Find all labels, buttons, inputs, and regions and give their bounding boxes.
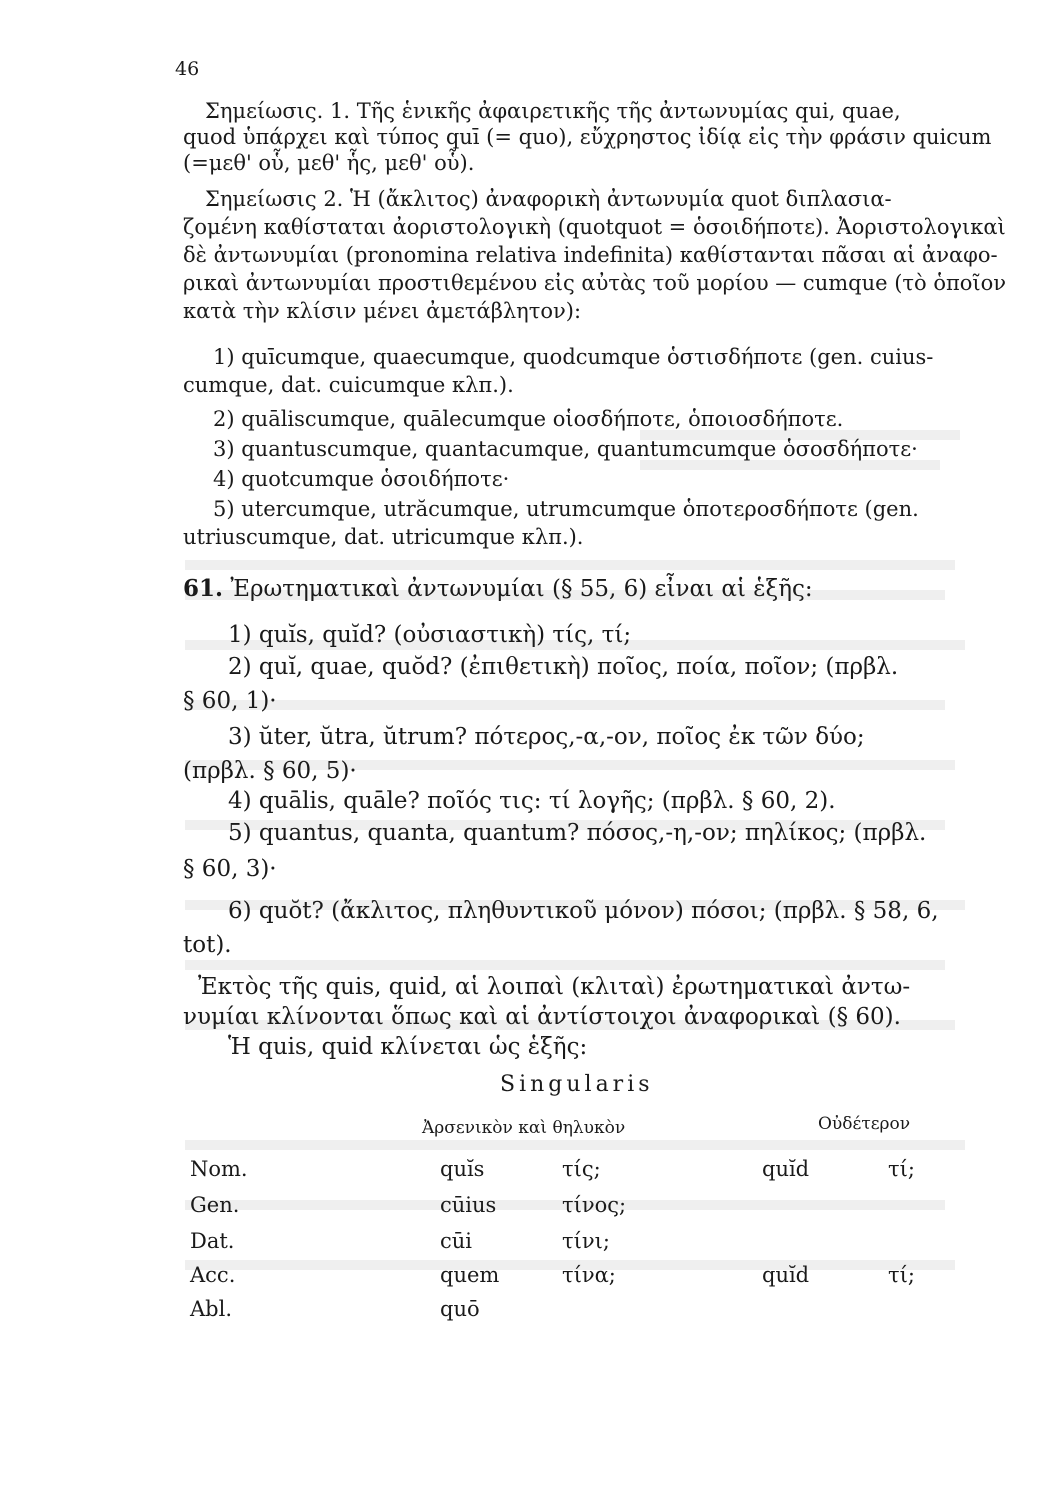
list-item-3: 3) quantuscumque, quantacumque, quantumcumque ὁσοσδήποτε·	[213, 437, 918, 461]
note2-line4: ρικαὶ ἀντωνυμίαι προστιθεμένου εἰς αὐτὰς τοῦ μορίου — cumque (τὸ ὁποῖον	[183, 271, 1007, 295]
case-label: Gen.	[190, 1193, 240, 1217]
neuter-greek-form: τί;	[888, 1263, 915, 1287]
note2-line5: κατὰ τὴν κλίσιν μένει ἀμετάβλητον):	[183, 299, 582, 323]
latin-form: cūi	[440, 1229, 473, 1253]
section-61-heading	[183, 576, 983, 602]
question-2-cont: § 60, 1)·	[183, 688, 277, 714]
question-2: 2) quĭ, quae, quŏd? (ἐπιθετικὴ) ποῖος, ποία, ποῖον; (πρβλ.	[228, 654, 899, 680]
case-label: Dat.	[190, 1229, 235, 1253]
question-1: 1) quĭs, quĭd? (οὐσιαστικὴ) τίς, τί;	[228, 622, 632, 648]
list-item-4: 4) quotcumque ὁσοιδήποτε·	[213, 467, 510, 491]
note1-line2: quod ὑπάρχει καὶ τύπος quī (= quo), εὔχρηστος ἰδίᾳ εἰς τὴν φράσιν quicum	[183, 125, 992, 149]
question-6-cont: tot).	[183, 932, 232, 958]
list-item-2: 2) quāliscumque, quālecumque οἱοσδήποτε, ὁποιοσδήποτε.	[213, 407, 844, 431]
paragraph-2: Ἡ quis, quid κλίνεται ὡς ἑξῆς:	[228, 1034, 588, 1060]
greek-form: τίνα;	[562, 1263, 616, 1287]
neuter-latin-form: quĭd	[762, 1157, 810, 1181]
note1-line3: (=μεθ' οὗ, μεθ' ἧς, μεθ' οὗ).	[183, 151, 475, 175]
list-item-5: 5) utercumque, utrăcumque, utrumcumque ὁποτεροσδήποτε (gen.	[213, 497, 919, 521]
question-3: 3) ŭter, ŭtra, ŭtrum? πότερος,-α,-ον, ποῖος ἐκ τῶν δύο;	[228, 724, 865, 750]
column-header-neuter: Οὐδέτερον	[818, 1114, 911, 1134]
note2-line3: δὲ ἀντωνυμίαι (pronomina relativa indefinita) καθίστανται πᾶσαι αἱ ἀναφο-	[183, 243, 998, 267]
latin-form: quō	[440, 1297, 480, 1321]
list-item-5-cont: utriuscumque, dat. utricumque κλπ.).	[183, 525, 584, 549]
greek-form: τίς;	[562, 1157, 601, 1181]
greek-form: τίνος;	[562, 1193, 627, 1217]
question-6: 6) quŏt? (ἄκλιτος, πληθυντικοῦ μόνον) πόσοι; (πρβλ. § 58, 6,	[228, 898, 939, 924]
page-number: 46	[175, 58, 200, 80]
list-item-1-cont: cumque, dat. cuicumque κλπ.).	[183, 373, 514, 397]
latin-form: cūius	[440, 1193, 497, 1217]
neuter-latin-form: quĭd	[762, 1263, 810, 1287]
note1-line1: Σημείωσις. 1. Τῆς ἑνικῆς ἀφαιρετικῆς τῆς ἀντωνυμίας qui, quae,	[205, 99, 901, 123]
section-title: Ἐρωτηματικαὶ ἀντωνυμίαι (§ 55, 6) εἶναι αἱ ἑξῆς:	[230, 576, 813, 602]
paragraph-1: Ἐκτὸς τῆς quis, quid, αἱ λοιπαὶ (κλιταὶ) ἐρωτηματικαὶ ἀντω-	[198, 974, 911, 1000]
column-header-masc-fem: Ἀρσενικὸν καὶ θηλυκὸν	[422, 1118, 626, 1138]
question-3-cont: (πρβλ. § 60, 5)·	[183, 758, 357, 784]
table-heading: Singularis	[500, 1072, 654, 1097]
note2-line2: ζομένη καθίσταται ἀοριστολογικὴ (quotquot = ὁσοιδήποτε). Ἀοριστολογικαὶ	[183, 215, 1006, 239]
question-4: 4) quālis, quāle? ποῖός τις: τί λογῆς; (πρβλ. § 60, 2).	[228, 788, 836, 814]
case-label: Nom.	[190, 1157, 248, 1181]
paragraph-1-cont: νυμίαι κλίνονται ὅπως καὶ αἱ ἀντίστοιχοι ἀναφορικαὶ (§ 60).	[183, 1004, 901, 1030]
neuter-greek-form: τί;	[888, 1157, 915, 1181]
note2-line1: Σημείωσις 2. Ἡ (ἄκλιτος) ἀναφορικὴ ἀντωνυμία quot διπλασια-	[205, 187, 892, 211]
case-label: Acc.	[190, 1263, 236, 1287]
latin-form: quem	[440, 1263, 500, 1287]
list-item-1: 1) quīcumque, quaecumque, quodcumque ὁστισδήποτε (gen. cuius-	[213, 345, 934, 369]
case-label: Abl.	[190, 1297, 232, 1321]
latin-form: quĭs	[440, 1157, 485, 1181]
greek-form: τίνι;	[562, 1229, 610, 1253]
question-5-cont: § 60, 3)·	[183, 856, 277, 882]
section-number: 61.	[183, 575, 224, 602]
question-5: 5) quantus, quanta, quantum? πόσος,-η,-ον; πηλίκος; (πρβλ.	[228, 820, 927, 846]
